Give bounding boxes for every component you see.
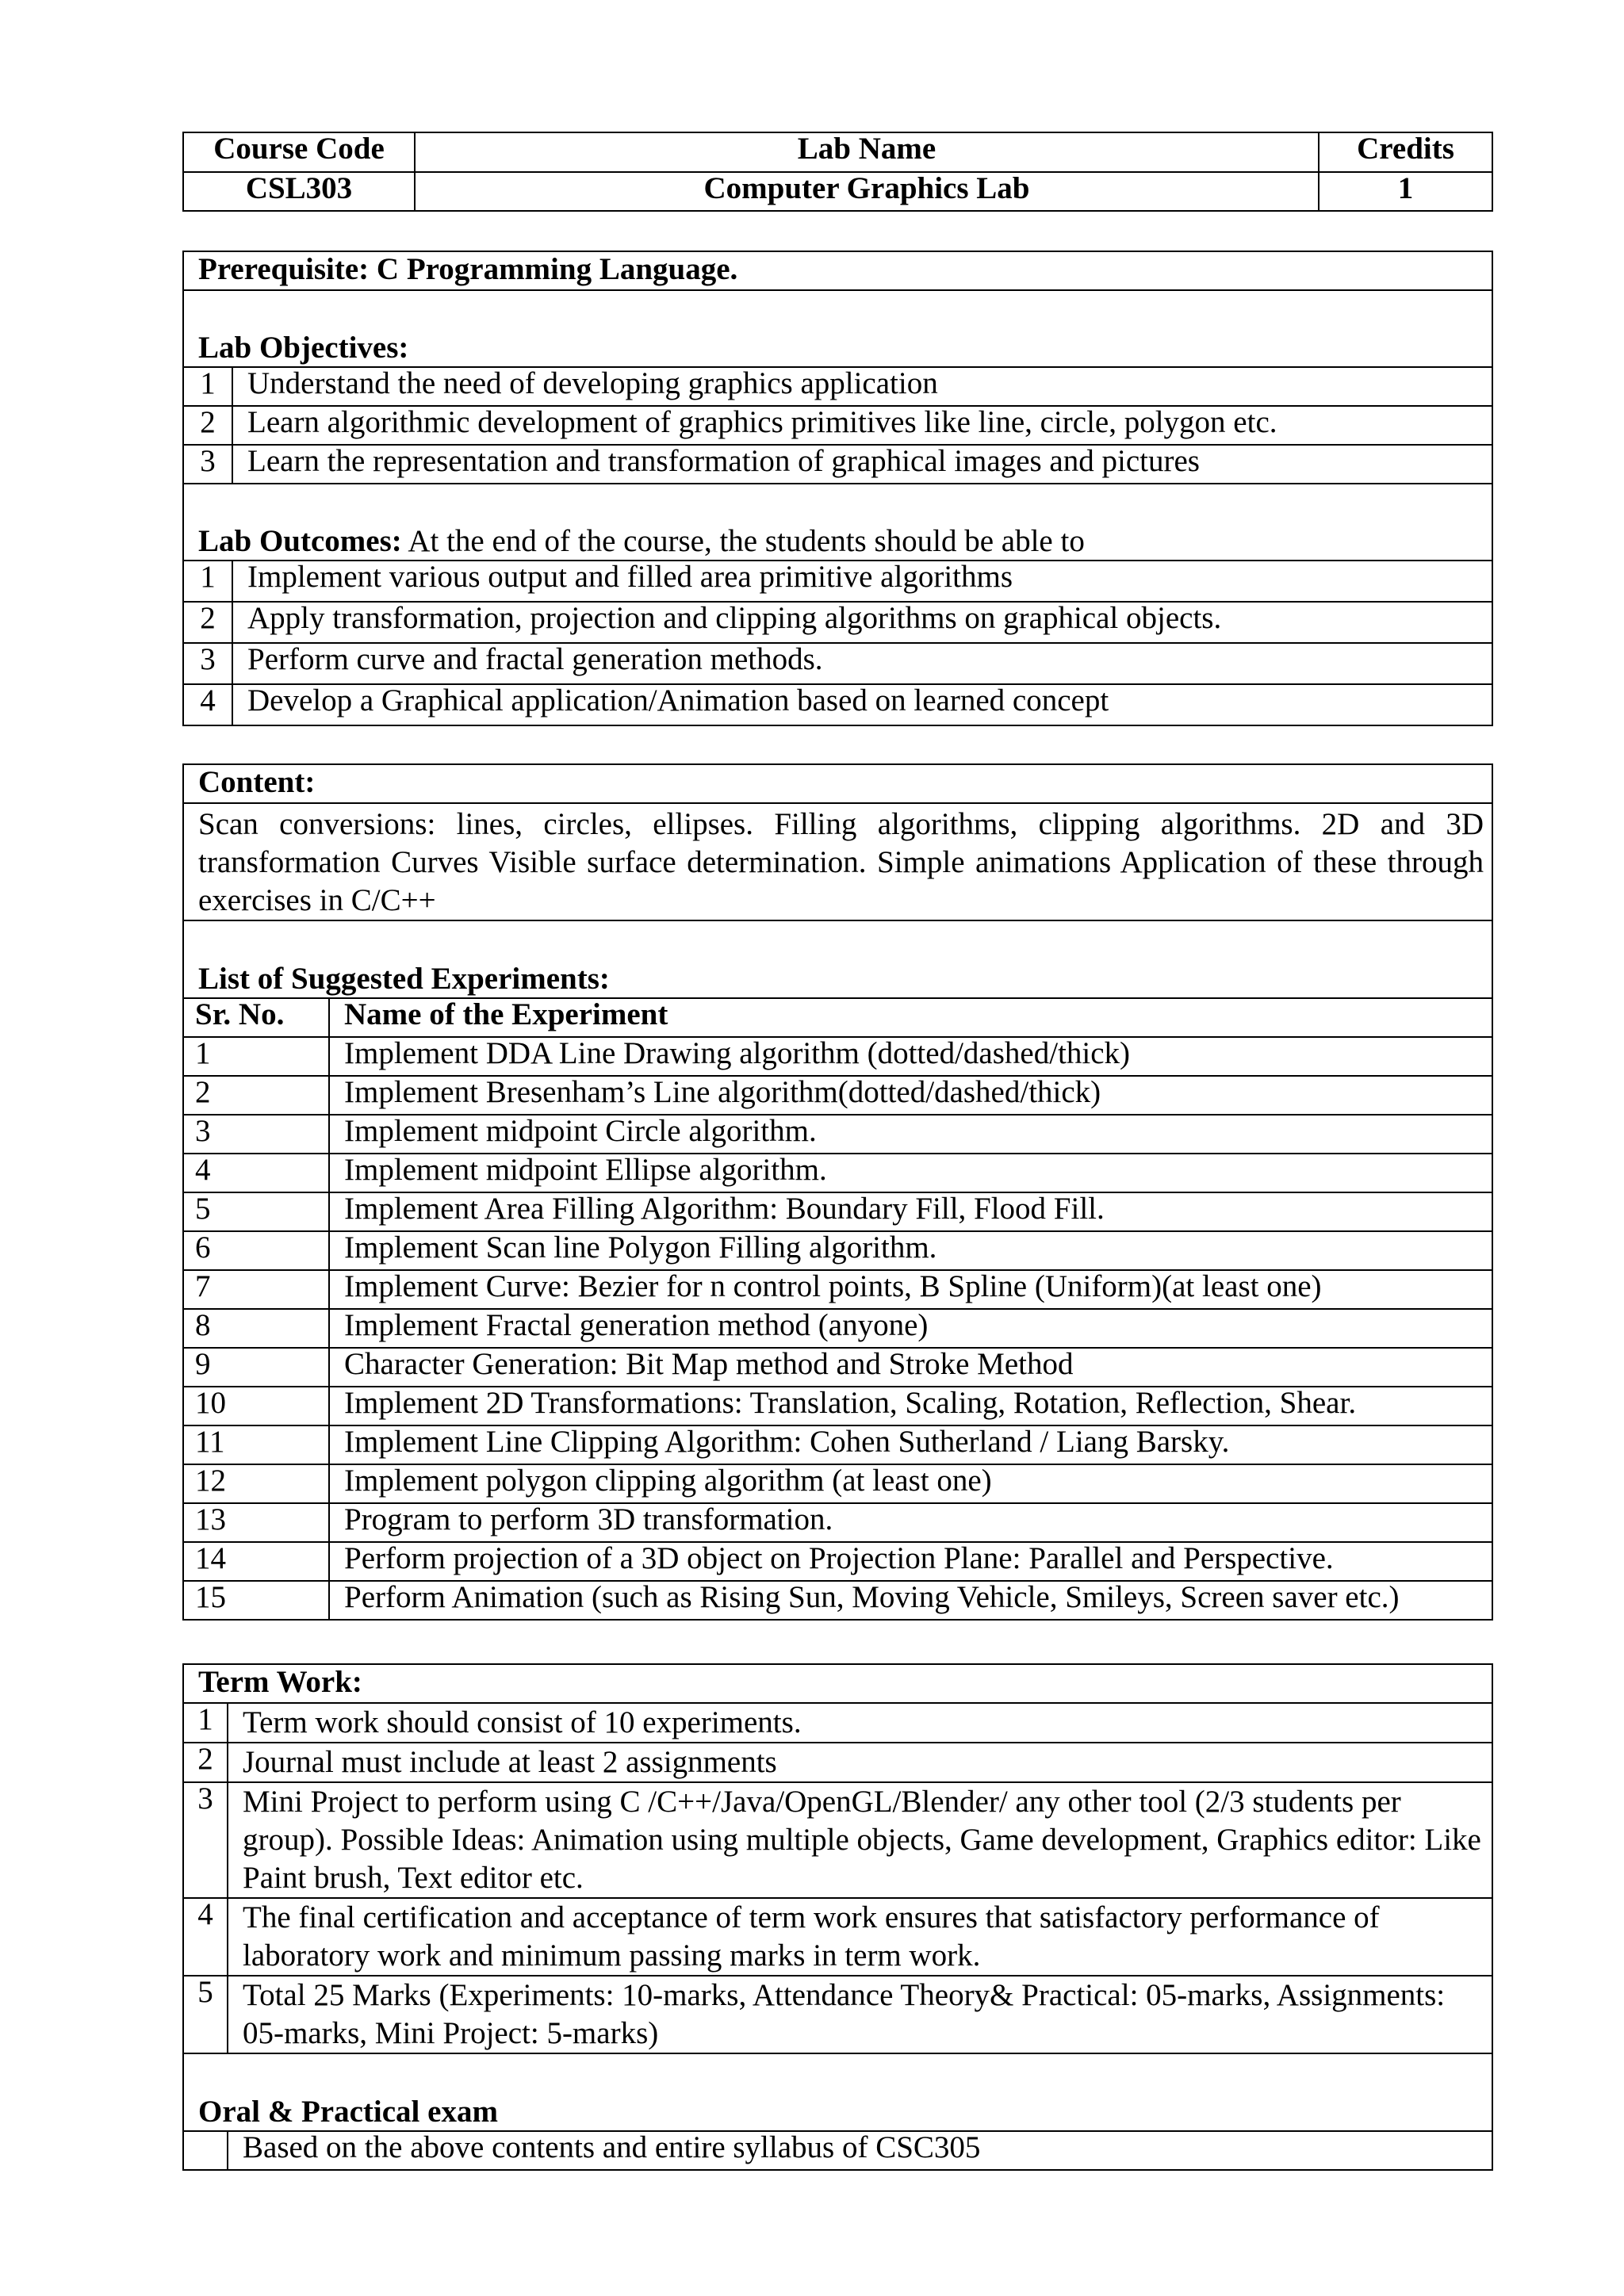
- experiment-number: 6: [183, 1231, 329, 1270]
- term-work-text: Total 25 Marks (Experiments: 10-marks, Attendance Theory& Practical: 05-marks, Assignments: 05-marks, Mini Project: 5-marks): [228, 1976, 1492, 2053]
- experiment-name: Character Generation: Bit Map method and Stroke Method: [329, 1348, 1492, 1387]
- term-work-number: 2: [183, 1743, 228, 1782]
- prerequisite: Prerequisite: C Programming Language.: [183, 251, 1492, 290]
- outcome-number: 2: [183, 602, 232, 643]
- objective-row: [183, 445, 1492, 484]
- outcome-text: Apply transformation, projection and clipping algorithms on graphical objects.: [232, 602, 1492, 643]
- content-experiments-table: [182, 763, 1492, 1621]
- experiment-number: 2: [183, 1076, 329, 1115]
- experiment-name: Program to perform 3D transformation.: [329, 1503, 1492, 1542]
- experiment-row: [183, 1503, 1492, 1542]
- course-info-table: [182, 132, 1492, 212]
- lab-objectives-label: Lab Objectives:: [198, 331, 409, 365]
- experiment-row: [183, 1425, 1492, 1464]
- oral-practical-number-cell: [183, 2131, 228, 2170]
- experiment-number: 11: [183, 1425, 329, 1464]
- outcome-text: Implement various output and filled area primitive algorithms: [232, 561, 1492, 602]
- term-work-row: [183, 1703, 1492, 1743]
- sr-no-header: Sr. No.: [183, 998, 329, 1037]
- experiment-name: Implement Scan line Polygon Filling algorithm.: [329, 1231, 1492, 1270]
- term-work-text: Term work should consist of 10 experiments.: [228, 1703, 1492, 1743]
- experiment-name: Implement Line Clipping Algorithm: Cohen Sutherland / Liang Barsky.: [329, 1425, 1492, 1464]
- outcome-number: 3: [183, 643, 232, 684]
- experiment-number: 14: [183, 1542, 329, 1581]
- lab-outcomes-label: Lab Outcomes:: [198, 524, 402, 558]
- course-code-value: CSL303: [183, 172, 415, 211]
- objective-number: 3: [183, 445, 232, 484]
- objectives-outcomes-table: [182, 251, 1492, 726]
- outcome-text: Develop a Graphical application/Animation based on learned concept: [232, 684, 1492, 725]
- experiment-name: Implement Curve: Bezier for n control points, B Spline (Uniform)(at least one): [329, 1270, 1492, 1309]
- outcome-row: [183, 561, 1492, 602]
- content-text: Scan conversions: lines, circles, ellipses. Filling algorithms, clipping algorithms. 2D and 3D transformation Curves Visible surface determination. Simple animations Application of these through exercises in C/C++: [183, 803, 1492, 920]
- outcome-row: [183, 643, 1492, 684]
- experiment-number: 4: [183, 1154, 329, 1192]
- experiment-row: [183, 1192, 1492, 1231]
- term-work-number: 4: [183, 1898, 228, 1976]
- oral-practical-row: [183, 2131, 1492, 2170]
- oral-practical-text: Based on the above contents and entire syllabus of CSC305: [228, 2131, 1492, 2170]
- term-work-row: [183, 1782, 1492, 1898]
- experiment-name: Perform projection of a 3D object on Projection Plane: Parallel and Perspective.: [329, 1542, 1492, 1581]
- experiment-number: 9: [183, 1348, 329, 1387]
- objective-text: Understand the need of developing graphics application: [232, 367, 1492, 406]
- content-heading: Content:: [183, 764, 1492, 803]
- experiment-name: Implement Area Filling Algorithm: Boundary Fill, Flood Fill.: [329, 1192, 1492, 1231]
- experiment-row: [183, 1581, 1492, 1620]
- objective-text: Learn the representation and transformation of graphical images and pictures: [232, 445, 1492, 484]
- lab-outcomes-intro: At the end of the course, the students should be able to: [401, 524, 1085, 558]
- experiment-number: 10: [183, 1387, 329, 1425]
- objective-number: 2: [183, 406, 232, 445]
- experiment-row: [183, 1348, 1492, 1387]
- experiment-number: 12: [183, 1464, 329, 1503]
- course-code-header: Course Code: [183, 132, 415, 172]
- experiment-name: Implement midpoint Circle algorithm.: [329, 1115, 1492, 1154]
- lab-outcomes-heading: [183, 484, 1492, 561]
- term-work-text: The final certification and acceptance of term work ensures that satisfactory performance of laboratory work and minimum passing marks in term work.: [228, 1898, 1492, 1976]
- experiment-row: [183, 1464, 1492, 1503]
- credits-value: 1: [1319, 172, 1492, 211]
- term-work-row: [183, 1976, 1492, 2053]
- experiment-name: Implement Bresenham’s Line algorithm(dotted/dashed/thick): [329, 1076, 1492, 1115]
- experiments-label: List of Suggested Experiments:: [198, 962, 610, 996]
- experiment-name: Perform Animation (such as Rising Sun, Moving Vehicle, Smileys, Screen saver etc.): [329, 1581, 1492, 1620]
- experiment-row: [183, 1270, 1492, 1309]
- experiment-row: [183, 1542, 1492, 1581]
- experiment-number: 8: [183, 1309, 329, 1348]
- experiment-row: [183, 1309, 1492, 1348]
- experiment-name: Implement Fractal generation method (anyone): [329, 1309, 1492, 1348]
- experiment-name: Implement 2D Transformations: Translation, Scaling, Rotation, Reflection, Shear.: [329, 1387, 1492, 1425]
- term-work-table: [182, 1663, 1492, 2171]
- experiment-row: [183, 1231, 1492, 1270]
- term-work-number: 1: [183, 1703, 228, 1743]
- outcome-number: 1: [183, 561, 232, 602]
- term-work-number: 5: [183, 1976, 228, 2053]
- experiment-row: [183, 1115, 1492, 1154]
- objective-text: Learn algorithmic development of graphics primitives like line, circle, polygon etc.: [232, 406, 1492, 445]
- term-work-row: [183, 1743, 1492, 1782]
- credits-header: Credits: [1319, 132, 1492, 172]
- lab-objectives-heading: [183, 290, 1492, 367]
- experiment-number: 15: [183, 1581, 329, 1620]
- term-work-text: Journal must include at least 2 assignments: [228, 1743, 1492, 1782]
- experiment-name: Implement midpoint Ellipse algorithm.: [329, 1154, 1492, 1192]
- objective-number: 1: [183, 367, 232, 406]
- experiment-row: [183, 1076, 1492, 1115]
- experiment-row: [183, 1387, 1492, 1425]
- term-work-number: 3: [183, 1782, 228, 1898]
- oral-practical-label: Oral & Practical exam: [198, 2095, 498, 2129]
- experiment-number: 13: [183, 1503, 329, 1542]
- oral-practical-heading: [183, 2053, 1492, 2131]
- outcome-row: [183, 602, 1492, 643]
- experiment-number: 1: [183, 1037, 329, 1076]
- experiment-number: 5: [183, 1192, 329, 1231]
- term-work-text: Mini Project to perform using C /C++/Java/OpenGL/Blender/ any other tool (2/3 students per group). Possible Ideas: Animation using multiple objects, Game development, Graphics editor: Like Paint brush, Text editor etc.: [228, 1782, 1492, 1898]
- experiment-number: 7: [183, 1270, 329, 1309]
- experiment-row: [183, 1037, 1492, 1076]
- term-work-row: [183, 1898, 1492, 1976]
- objective-row: [183, 406, 1492, 445]
- experiment-row: [183, 1154, 1492, 1192]
- experiments-heading: [183, 920, 1492, 998]
- outcome-text: Perform curve and fractal generation methods.: [232, 643, 1492, 684]
- experiment-name: Implement polygon clipping algorithm (at least one): [329, 1464, 1492, 1503]
- term-work-heading: Term Work:: [183, 1664, 1492, 1703]
- objective-row: [183, 367, 1492, 406]
- experiment-name: Implement DDA Line Drawing algorithm (dotted/dashed/thick): [329, 1037, 1492, 1076]
- experiment-name-header: Name of the Experiment: [329, 998, 1492, 1037]
- experiment-rows: [183, 1037, 1492, 1620]
- outcome-number: 4: [183, 684, 232, 725]
- lab-name-header: Lab Name: [415, 132, 1319, 172]
- experiment-number: 3: [183, 1115, 329, 1154]
- lab-name-value: Computer Graphics Lab: [415, 172, 1319, 211]
- outcome-row: [183, 684, 1492, 725]
